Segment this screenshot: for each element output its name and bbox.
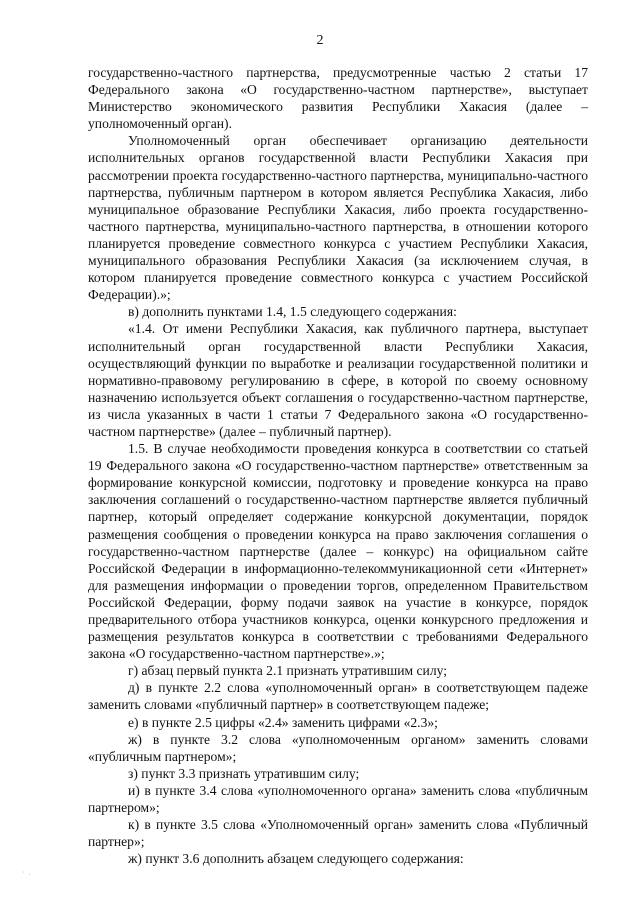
scan-artifact: · . (22, 868, 32, 877)
paragraph-amendment-z: з) пункт 3.3 признать утратившим силу; (128, 765, 360, 781)
paragraph-amendment-d: д) в пункте 2.2 слова «уполномоченный орган» в соответствующем падеже заменить словами «публичный партнер» в соответствующем падеже; (88, 680, 588, 713)
paragraph-authorized-body: Уполномоченный орган обеспечивает организацию деятельности исполнительных органов государственной власти Республики Хакасия при рассмотрении проекта государственно-частного партнерства, муниципально-частного партнерства, публичным партнером в котором является Республика Хакасия, либо муниципальное образование Республики Хакасия, либо проекта государственно-частного партнерства, муниципально-частного партнерства, в отношении которого планируется проведение совместного конкурса с участием Республики Хакасия, муниципального образования Республики Хакасия (за исключением случая, в котором планируется проведение совместного конкурса с участием Российской Федерации).»; (88, 133, 588, 303)
paragraph-amendment-zh: ж) в пункте 3.2 слова «уполномоченным органом» заменить словами «публичным партнером»; (88, 731, 588, 764)
paragraph-continuation: государственно-частного партнерства, предусмотренные частью 2 статьи 17 Федерального закона «О государственно-частном партнерстве», выступает Министерство экономического развития Республики Хакасия (далее – уполномоченный орган). (88, 65, 588, 132)
paragraph-clause-1-5: 1.5. В случае необходимости проведения конкурса в соответствии со статьей 19 Федерального закона «О государственно-частном партнерстве» ответственным за формирование конкурсной комиссии, подготовку и проведение конкурса на право заключения соглашений о государственно-частном партнерстве является публичный партнер, который определяет содержание конкурсной документации, порядок размещения сообщения о проведении конкурса на право заключения соглашения о государственно-частном партнерстве (далее – конкурс) на официальном сайте Российской Федерации в информационно-телекоммуникационной сети «Интернет» для размещения информации о проведении торгов, определенном Правительством Российской Федерации, форму подачи заявок на участие в конкурсе, порядок предварительного отбора участников конкурса, оценки конкурсного предложения и размещения результатов конкурса в соответствии с требованиями Федерального закона «О государственно-частном партнерстве».»; (88, 441, 588, 662)
paragraph-amendment-g: г) абзац первый пункта 2.1 признать утратившим силу; (128, 663, 448, 679)
paragraph-amendment-v: в) дополнить пунктами 1.4, 1.5 следующего содержания: (128, 304, 457, 320)
paragraph-clause-1-4: «1.4. От имени Республики Хакасия, как публичного партнера, выступает исполнительный орган государственной власти Республики Хакасия, осуществляющий функции по выработке и реализации государственной политики и нормативно-правовому регулированию в сфере, в которой по своему основному назначению используется объект соглашения о государственно-частном партнерстве, из числа указанных в части 1 статьи 7 Федерального закона «О государственно-частном партнерстве» (далее – публичный партнер). (88, 321, 588, 439)
paragraph-amendment-e: е) в пункте 2.5 цифры «2.4» заменить цифрами «2.3»; (128, 714, 438, 730)
paragraph-amendment-i: и) в пункте 3.4 слова «уполномоченного органа» заменить слова «публичным партнером»; (88, 782, 588, 816)
page-number: 2 (316, 33, 324, 48)
document-body (88, 64, 588, 867)
paragraph-amendment-zh-2: ж) пункт 3.6 дополнить абзацем следующего содержания: (128, 851, 464, 867)
paragraph-amendment-k: к) в пункте 3.5 слова «Уполномоченный орган» заменить слова «Публичный партнер»; (88, 817, 588, 850)
